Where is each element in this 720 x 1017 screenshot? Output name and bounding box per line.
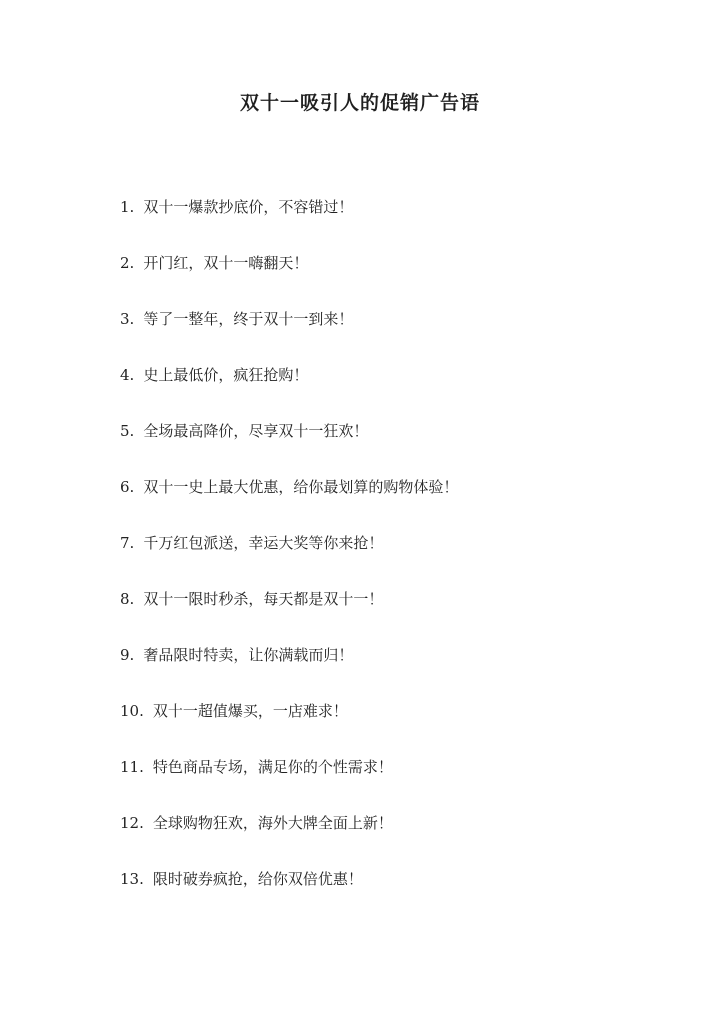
item-text: 等了一整年，终于双十一到来！ — [143, 310, 354, 328]
item-number: 11. — [120, 758, 144, 776]
item-number: 12. — [120, 814, 144, 832]
item-number: 2. — [120, 254, 135, 272]
item-number: 5. — [120, 422, 135, 440]
list-item — [120, 532, 458, 588]
item-number: 8. — [120, 590, 135, 608]
list-item — [120, 812, 458, 868]
item-text: 特色商品专场，满足你的个性需求！ — [152, 758, 393, 776]
item-number: 4. — [120, 366, 135, 384]
item-text: 双十一限时秒杀，每天都是双十一！ — [143, 590, 384, 608]
item-text: 史上最低价，疯狂抢购！ — [143, 366, 309, 384]
list-item — [120, 588, 458, 644]
list-item — [120, 756, 458, 812]
list-item — [120, 420, 458, 476]
list-item — [120, 868, 458, 924]
item-number: 13. — [120, 870, 144, 888]
item-text: 双十一超值爆买，一店难求！ — [152, 702, 348, 720]
item-number: 9. — [120, 646, 135, 664]
item-number: 10. — [120, 702, 144, 720]
item-text: 奢品限时特卖，让你满载而归！ — [143, 646, 354, 664]
list-item — [120, 700, 458, 756]
list-item — [120, 252, 458, 308]
slogan-list — [120, 196, 458, 924]
item-text: 千万红包派送，幸运大奖等你来抢！ — [143, 534, 384, 552]
item-text: 双十一史上最大优惠，给你最划算的购物体验！ — [143, 478, 459, 496]
list-item — [120, 364, 458, 420]
item-number: 3. — [120, 310, 135, 328]
page-title: 双十一吸引人的促销广告语 — [239, 92, 480, 114]
item-text: 双十一爆款抄底价，不容错过！ — [143, 198, 354, 216]
item-text: 开门红，双十一嗨翻天！ — [143, 254, 309, 272]
item-text: 全球购物狂欢，海外大牌全面上新！ — [152, 814, 393, 832]
list-item — [120, 308, 458, 364]
item-number: 6. — [120, 478, 135, 496]
list-item — [120, 644, 458, 700]
list-item — [120, 476, 458, 532]
item-number: 7. — [120, 534, 135, 552]
item-text: 限时破券疯抢，给你双倍优惠！ — [152, 870, 363, 888]
item-text: 全场最高降价，尽享双十一狂欢！ — [143, 422, 369, 440]
list-item — [120, 196, 458, 252]
item-number: 1. — [120, 198, 135, 216]
